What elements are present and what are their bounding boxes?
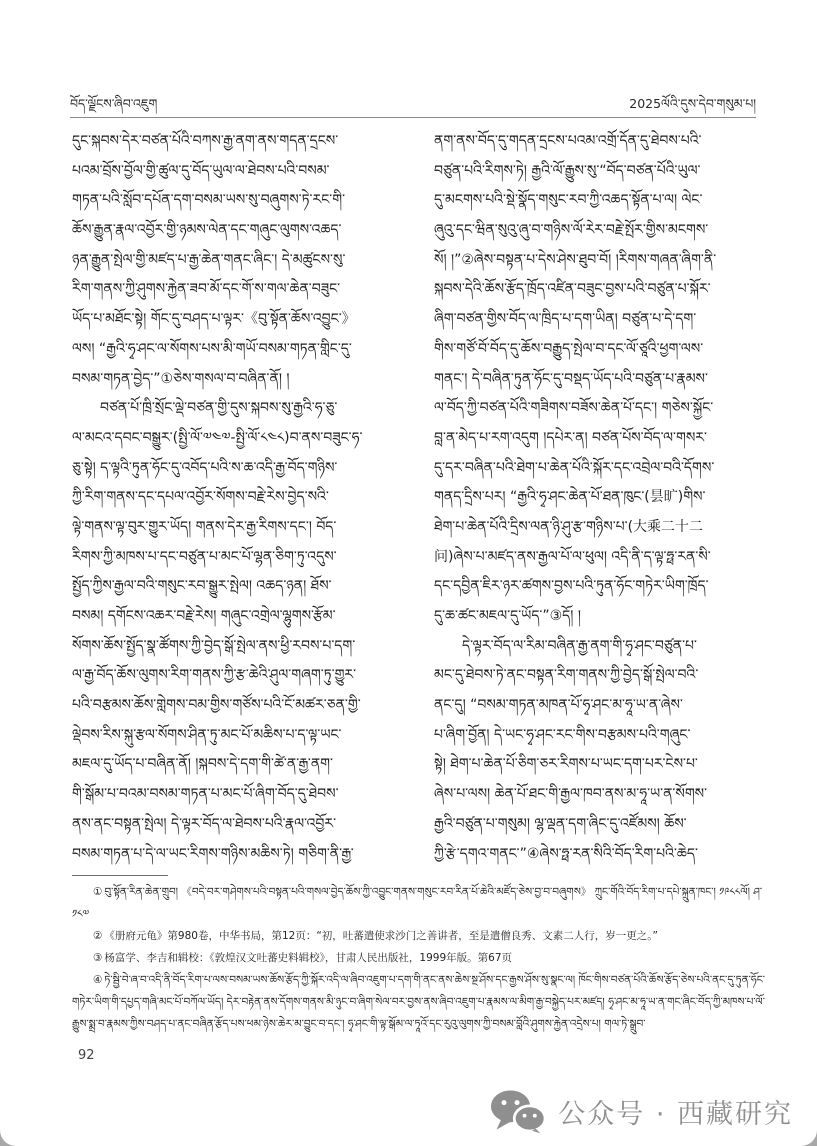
text-line: 问)ཞེས་པ་མཛད་ནས་རྒྱལ་པོ་ལ་ཕུལ། འདི་ནི་ད་ལྟ་ཧྥ་རན་སི་ [434, 548, 711, 565]
page-number: 92 [78, 1048, 95, 1063]
footnote-text: ཏེ་སྦྱི་བེ་ཞ་བ་འདི་ནི་བོད་རིག་པ་ལས་བསམ་ཡས་ཆོས་རྩོད་ཀྱི་སྐོར་འདི་ལ་ཞིབ་འཇུག་པ་དག་གི་ནང་ནས་ཆེས་སྔ་ཤོས་དང་རྒྱས་ཤོས་སུ་སྣང་ལ། ཁོང་གིས་བཙན་པོའི་ཆོས་རྩོད་ཅེས་པའི་ནང་དུ་ཏུན་ཧོང་གཏེར་ཡིག་གི་དཔྱད་གཞི་མང་པོ་བཀོལ་ཡོད། དེར་བརྟེན་ནས་དོགས་གནས་མི་ཉུང་བ་ཞིག་སེལ་བར་བྱས་ནས་ཞིབ་འཇུག་པ་རྣམས་ལ་མིག་རྒྱ་བསྐྱེད་པར་མཛད། ཧྭ་ཤང་མ་ཧཱ་ཡ་ན་གང་ཞིང་བོད་ཀྱི་མཁས་པ་ལོ་རྒྱུས་སྨྲ་བ་རྣམས་ཀྱིས་བཤད་པ་ནང་བཞིན་རྩོད་པས་ཕམ་ཉེས་ཆེར་མ་བྱུང་བ་དང་། ཧྭ་ཤང་གི་ལྟ་སྒོམ་ལ་ཏཱའོ་དང་རུའུ་ལུགས་ཀྱི་བསམ་བློའི་ཤུགས་རྐྱེན་འདྲེས་པ། གལ་ཏེ་སྒྲུབ་ [72, 974, 765, 1030]
text-line: གིས་གཙོ་བོ་བོད་དུ་ཆོས་བརྒྱུད་སྤེལ་བ་དང་ལོ་ཙཱའི་ཕྱག་ལས་ [434, 340, 704, 357]
text-line: ལ་བོད་ཀྱི་བཙན་པོའི་གཟིགས་བཟོས་ཆེན་པོ་དང་། གཅེས་སྐྱོང་ [434, 400, 714, 417]
footnote-text: 《册府元龟》第980卷，中华书局，第12页：“初，吐蕃遣使求沙门之善讲者，至是遣僧良秀、文素二人行，岁一更之。” [104, 930, 658, 942]
text-line: བསམ། དགོངས་འཆར་བརྗེ་རེས། གཞུང་འགྲེལ་ལྷུགས་རྩོམ་ [72, 608, 336, 624]
text-line: མང་དུ་ཐེབས་ཏེ་ནང་བསྟན་རིག་གནས་ཀྱི་བྱེད་སྒོ་སྤེལ་བའི་ [434, 667, 699, 684]
text-line: གནད་དྲིས་པར། “རྒྱའི་ཧྭ་ཤང་ཆེན་པོ་ཐན་ཁུང་(昙旷)གིས་ [434, 489, 706, 506]
text-line: སྤྱོད་ཀྱིས་རྒྱལ་བའི་གསུང་རབ་སྒྱུར་སྤེལ། འཆད་ཉན། ཐོས་ [72, 578, 332, 595]
footnote-divider [72, 875, 168, 876]
text-line: ཀྱི་རིག་གནས་དང་དཔལ་འབྱོར་སོགས་བརྗེ་རེས་བྱེད་སའི་ [72, 489, 329, 506]
text-line: ཞིག་བཙན་གྱིས་བོད་ལ་ཁྲིད་པ་དག་ཡིན། བཙུན་པ་དེ་དག་ [434, 311, 697, 328]
text-line: བླ་ན་མེད་པ་རག་འདུག །དཔེར་ན། བཙན་པོས་བོད་ལ་གསར་ [434, 429, 707, 446]
text-line: པ་ཞིག་བྱོན། དེ་ཡང་ཧྭ་ཤང་རང་གིས་བརྩམས་པའི་གཞུང་ [434, 726, 691, 743]
text-line: པའམ་བྲོས་བྱོལ་གྱི་ཚུལ་དུ་བོད་ཡུལ་ལ་ཐེབས་པའི་བསམ་ [72, 162, 330, 179]
text-line: རྒྱའི་བཙུན་པ་གསུམ། ལྷ་ལྡན་དག་ཞིང་དུ་འཛོམས། ཆོས་ [434, 815, 687, 832]
watermark-label: 公众号 · 西藏研究 [558, 1098, 793, 1130]
text-line: ནག་ནས་བོད་དུ་གདན་དྲངས་པའམ་འགྲོ་དོན་དུ་ཐེབས་པའི་ [434, 133, 702, 149]
footnote-marker: ② [93, 930, 103, 942]
text-line: ཞུའུ་དང་ཝིན་སུའུ་ཞུ་བ་གཉིས་ལོ་རེར་བརྗེ་སྤོར་གྱིས་མངགས་ [434, 222, 709, 239]
page-header [70, 90, 756, 125]
text-line: སོགས་ཆོས་སྤྱོད་སྣ་ཚོགས་ཀྱི་བྱེད་སྒོ་སྤེལ་ནས་ཕྱི་རབས་པ་དག་ [72, 637, 356, 654]
text-line: ལ་རྒྱ་བོད་ཆོས་ལུགས་རིག་གནས་ཀྱི་རྩ་ཆེའི་ཤུལ་གཞག་ཏུ་གྱུར་ [72, 667, 357, 684]
text-line: ལྟེ་གནས་ལྟ་བུར་གྱུར་ཡོད། གནས་དེར་རྒྱ་རིགས་དང་། བོད་ [72, 518, 337, 535]
text-line: རིག་གནས་ཀྱི་ཤུགས་རྐྱེན་ཟབ་མོ་དང་གོ་ས་གལ་ཆེན་བཟུང་ [72, 281, 341, 298]
text-line: གཏན་པའི་སློབ་དཔོན་དག་བསམ་ཡས་སུ་བཞུགས་ཏེ་རང་གི་ [72, 192, 346, 209]
text-line: སྟེ། ཐེག་པ་ཆེན་པོ་ཅིག་ཅར་རིགས་པ་ཡང་དག་པར་ངེས་པ་ [434, 756, 698, 773]
text-line: བཙུན་པའི་རིགས་ཏེ། རྒྱའི་ལོ་རྒྱུས་སུ་“བོད་བཙན་པོའི་ཡུལ་ [434, 162, 701, 179]
issue-info: 2025ལོའི་དུས་དེབ་གསུམ་པ། [629, 96, 756, 111]
text-line: དུ་མངགས་པའི་སྡེ་སྣོད་གསུང་རབ་ཀྱི་འཆད་སྟོན་པ་ལ། ལེང་ [434, 192, 703, 209]
footnote [72, 925, 772, 947]
text-column-left [72, 127, 412, 869]
text-line: བསམ་གཏན་པ་དེ་ལ་ཡང་རིགས་གཉིས་མཆིས་ཏེ། གཅིག་ནི་རྒྱ་ [72, 845, 354, 862]
text-line: སོ། །”②ཞེས་བསྟན་པ་དེས་ཤེས་ཐུབ་བོ། །རིགས་གཞན་ཞིག་ནི་ [434, 251, 717, 268]
text-line: ཆོས་རྒྱུན་རྣལ་འབྱོར་གྱི་ཉམས་ལེན་དང་གཞུང་ལུགས་འཆད་ [72, 222, 342, 239]
text-line: ནང་དུ། “བསམ་གཏན་མཁན་པོ་ཧྭ་ཤང་མ་ཧཱ་ཡ་ན་ཞེས་ [434, 697, 683, 714]
text-line: ཡོད་པ་མཐོང་སྟེ། གོང་དུ་བཤད་པ་ལྟར་《བུ་སྟོན་ཆོས་འབྱུང་》 [72, 311, 356, 328]
text-line: དུ་ཆ་ཚང་མཇལ་དུ་ཡོད་”③དོ། ། [434, 608, 581, 624]
footnote [72, 881, 772, 925]
text-line: བསམ་གཏན་བྱེད་”①ཅེས་གསལ་བ་བཞིན་ནོ། ། [72, 370, 290, 387]
text-line: ཉན་རྒྱུན་སྤེལ་གྱི་མཛད་པ་རྒྱ་ཆེན་གནང་ཞིང་། དེ་མཚུངས་སུ་ [72, 251, 346, 268]
footnote-marker: ④ [93, 974, 103, 986]
text-line: ཀྱི་རྩེ་དགའ་གནང་”④ཞེས་ཧྥ་རན་སིའི་བོད་རིག་པའི་ཆེད་ [434, 845, 698, 862]
text-line: ཐེག་པ་ཆེན་པོའི་དྲིས་ལན་ཉི་ཤུ་རྩ་གཉིས་པ་(大乘二十二 [434, 518, 704, 535]
footnote [72, 947, 772, 969]
text-line: བཙན་པོ་ཁྲི་སྲོང་ལྡེ་བཙན་གྱི་དུས་སྐབས་སུ་རྒྱའི་ཧ་ཅུ་ [72, 400, 338, 417]
wechat-icon [490, 1088, 546, 1134]
text-line: དུང་སྐབས་དེར་བཙན་པོའི་བཀས་རྒྱ་ནག་ནས་གདན་དྲངས་ [72, 133, 339, 149]
text-line: དེ་ལྟར་བོད་ལ་རིམ་བཞིན་རྒྱ་ནག་གི་ཧྭ་ཤང་བཙུན་པ་ [434, 637, 697, 654]
text-line: སྐབས་དེའི་ཆོས་རྩོད་ཁྲོད་འཛིན་བཟུང་བྱས་པའི་བཙུན་པ་སྐོར་ [434, 281, 711, 298]
wechat-watermark [490, 1088, 793, 1134]
text-line: པའི་བརྩམས་ཆོས་གླེགས་བམ་གྱིས་གཙོས་པའི་ངོ་མཚར་ཅན་གྱི་ [72, 697, 361, 714]
text-line: ལྡེབས་རིས་སྐུ་རྩལ་སོགས་ཤིན་ཏུ་མང་པོ་མཆིས་པ་ད་ལྟ་ཡང་ [72, 726, 342, 743]
footnotes-block [72, 881, 772, 1035]
text-line: ལ་མངའ་དབང་བསྒྱུར་(སྤྱི་ལོ་༧༤༧-སྤྱི་ལོ་༨༤༨)བ་ནས་བཟུང་ཧ་ [72, 429, 363, 446]
text-line: དང་དབྱིན་ཇིར་ཉར་ཚགས་བྱས་པའི་ཏུན་ཧོང་གཏེར་ཡིག་ཁྲོད་ [434, 578, 709, 595]
text-line: ནས་ནང་བསྟན་སྤེལ། དེ་ལྟར་བོད་ལ་ཐེབས་པའི་རྣལ་འབྱོར་ [72, 815, 337, 832]
text-line: ཅུ་སྟེ། ད་ལྟའི་ཏུན་ཧོང་དུ་འབོད་པའི་ས་ཆ་འདི་རྒྱ་བོད་གཉིས་ [72, 459, 338, 476]
footnote-text: བུ་སྟོན་རིན་ཆེན་གྲུབ། 《བདེ་བར་གཤེགས་པའི་བསྟན་པའི་གསལ་བྱེད་ཆོས་ཀྱི་འབྱུང་གནས་གསུང་རབ་རིན་པོ་ཆེའི་མཛོད་ཅེས་བྱ་བ་བཞུགས》 ཀྲུང་གོའི་བོད་རིག་པ་དཔེ་སྐྲུན་ཁང་། ༡༩༨༨ལོ། ཤ་༡༨༧ [72, 886, 763, 920]
footnote-marker: ① [93, 886, 103, 898]
text-line: དུ་དར་བཞིན་པའི་ཐེག་པ་ཆེན་པོའི་སྐོར་དང་འབྲེལ་བའི་དོགས་ [434, 459, 715, 476]
text-line: མཇལ་དུ་ཡོད་པ་བཞིན་ནོ། །སྐབས་དེ་དག་གི་ཚེ་ན་རྒྱ་ནག་ [72, 756, 333, 773]
text-line: གནང་། དེ་བཞིན་ཏུན་ཧོང་དུ་བསྡད་ཡོད་པའི་བཙུན་པ་རྣམས་ [434, 370, 708, 387]
footnote-marker: ③ [93, 952, 103, 964]
text-line: གི་སྒོམ་པ་བའམ་བསམ་གཏན་པ་མང་པོ་ཞིག་བོད་དུ་ཐེབས་ [72, 786, 339, 803]
text-column-right [434, 127, 774, 869]
text-line: ལས། “རྒྱའི་ཧྭ་ཤང་ལ་སོགས་པས་མི་གཡོ་བསམ་གཏན་གླིང་དུ་ [72, 340, 352, 357]
header-divider [70, 117, 756, 118]
footnote-text: 杨富学、李吉和辑校：《敦煌汉文吐蕃史料辑校》，甘肃人民出版社，1999年版。第67页 [104, 952, 513, 964]
journal-name: བོད་ལྗོངས་ཞིབ་འཇུག [70, 96, 158, 111]
text-line: རིགས་ཀྱི་མཁས་པ་དང་བཙུན་པ་མང་པོ་ལྷན་ཅིག་ཏུ་འདུས་ [72, 548, 337, 565]
text-line: ཞེས་པ་ལས། ཆེན་པོ་ཐང་གི་རྒྱལ་ཁབ་ནས་མ་ཧཱ་ཡ་ན་སོགས་ [434, 786, 708, 803]
footnote [72, 969, 772, 1035]
article-body [72, 127, 774, 869]
